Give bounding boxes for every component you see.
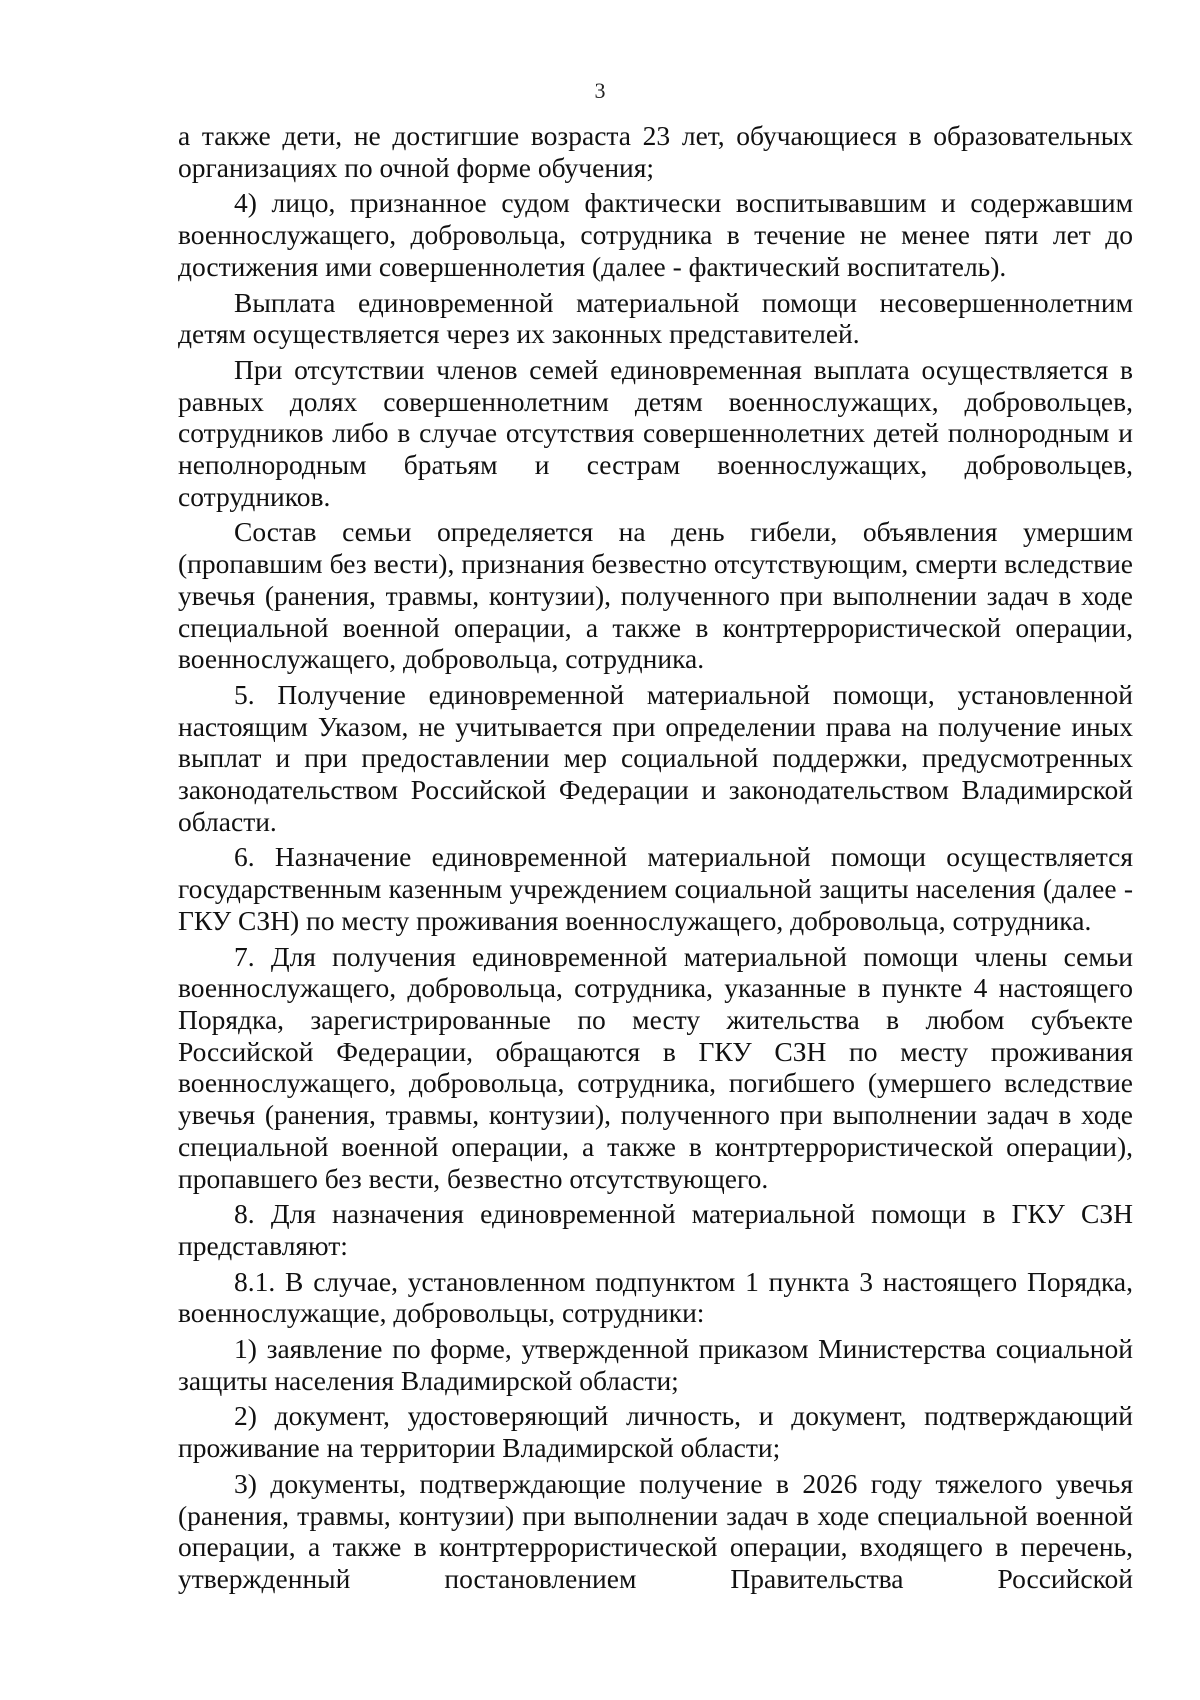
paragraph-item-4: 4) лицо, признанное судом фактически воспитывавшим и содержавшим военнослужащего, добровольца, сотрудника в течение не менее пяти лет до достижения ими совершеннолетия (далее - фактический воспитатель). <box>178 187 1133 282</box>
paragraph-list-item-3: 3) документы, подтверждающие получение в 2026 году тяжелого увечья (ранения, травмы, контузии) при выполнении задач в ходе специальной военной операции, а также в контртеррористической операции, входящего в перечень, утвержденный постановлением Правительства Российской <box>178 1467 1133 1594</box>
paragraph-continuation: а также дети, не достигшие возраста 23 лет, обучающиеся в образовательных организациях по очной форме обучения; <box>178 120 1133 183</box>
page-number: 3 <box>594 78 606 103</box>
document-body <box>178 120 1133 1599</box>
paragraph-list-item-1: 1) заявление по форме, утвержденной приказом Министерства социальной защиты населения Владимирской области; <box>178 1333 1133 1396</box>
paragraph-section-5: 5. Получение единовременной материальной помощи, установленной настоящим Указом, не учитывается при определении права на получение иных выплат и при предоставлении мер социальной поддержки, предусмотренных законодательством Российской Федерации и законодательством Владимирской области. <box>178 678 1133 837</box>
paragraph-section-8-1: 8.1. В случае, установленном подпунктом 1 пункта 3 настоящего Порядка, военнослужащие, добровольцы, сотрудники: <box>178 1265 1133 1329</box>
paragraph-payment-minors: Выплата единовременной материальной помощи несовершеннолетним детям осуществляется через их законных представителей. <box>178 286 1133 350</box>
paragraph-section-6: 6. Назначение единовременной материальной помощи осуществляется государственным казенным учреждением социальной защиты населения (далее - ГКУ СЗН) по месту проживания военнослужащего, добровольца, сотрудника. <box>178 841 1133 936</box>
paragraph-list-item-2: 2) документ, удостоверяющий личность, и документ, подтверждающий проживание на территории Владимирской области; <box>178 1400 1133 1464</box>
paragraph-section-7: 7. Для получения единовременной материальной помощи члены семьи военнослужащего, добровольца, сотрудника, указанные в пункте 4 настоящего Порядка, зарегистрированные по месту жительства в любом субъекте Российской Федерации, обращаются в ГКУ СЗН по месту проживания военнослужащего, добровольца, сотрудника, погибшего (умершего вследствие увечья (ранения, травмы, контузии), полученного при выполнении задач в ходе специальной военной операции, а также в контртеррористической операции), пропавшего без вести, безвестно отсутствующего. <box>178 940 1133 1194</box>
paragraph-absence-family: При отсутствии членов семей единовременная выплата осуществляется в равных долях совершеннолетним детям военнослужащих, добровольцев, сотрудников либо в случае отсутствия совершеннолетних детей полнородным и неполнородным братьям и сестрам военнослужащих, добровольцев, сотрудников. <box>178 353 1133 512</box>
paragraph-section-8: 8. Для назначения единовременной материальной помощи в ГКУ СЗН представляют: <box>178 1198 1133 1261</box>
paragraph-family-composition: Состав семьи определяется на день гибели, объявления умершим (пропавшим без вести), признания безвестно отсутствующим, смерти вследствие увечья (ранения, травмы, контузии), полученного при выполнении задач в ходе специальной военной операции, а также в контртеррористической операции, военнослужащего, добровольца, сотрудника. <box>178 516 1133 675</box>
